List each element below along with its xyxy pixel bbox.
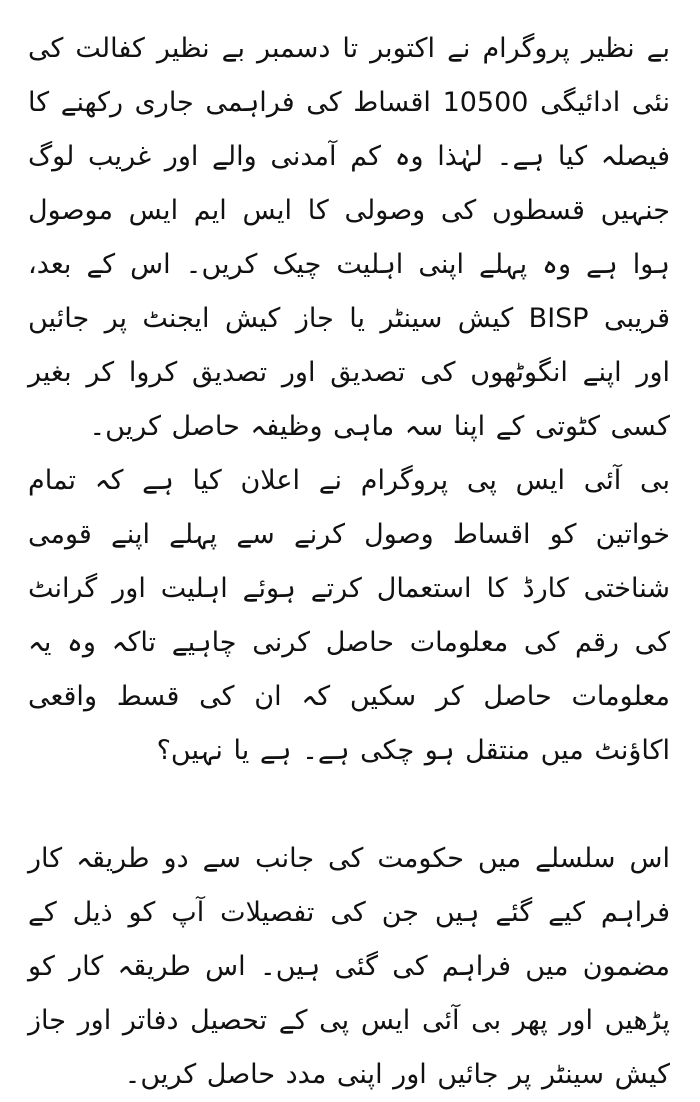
article-paragraph-2: بی آئی ایس پی پروگرام نے اعلان کیا ہے کہ تمام خواتین کو اقساط وصول کرنے سے پہلے اپنے قومی شناختی کارڈ کا استعمال کرتے ہوئے اہلیت اور گرانٹ کی رقم کی معلومات حاصل کرنی چاہیے تاکہ وہ یہ معلومات حاصل کر سکیں کہ ان کی قسط واقعی اکاؤنٹ میں منتقل ہو چکی ہے۔ ہے یا نہیں؟ <box>28 465 670 766</box>
article-paragraph-3: اس سلسلے میں حکومت کی جانب سے دو طریقہ کار فراہم کیے گئے ہیں جن کی تفصیلات آپ کو ذیل کے مضمون میں فراہم کی گئی ہیں۔ اس طریقہ کار کو پڑھیں اور پھر بی آئی ایس پی کے تحصیل دفاتر اور جاز کیش سینٹر پر جائیں اور اپنی مدد حاصل کریں۔ <box>28 843 670 1090</box>
article-paragraph-1: بے نظیر پروگرام نے اکتوبر تا دسمبر بے نظیر کفالت کی نئی ادائیگی 10500 اقساط کی فراہمی جاری رکھنے کا فیصلہ کیا ہے۔ لہٰذا وہ کم آمدنی والے اور غریب لوگ جنہیں قسطوں کی وصولی کا ایس ایم ایس موصول ہوا ہے وہ پہلے اپنی اہلیت چیک کریں۔ اس کے بعد، قریبی BISP کیش سینٹر یا جاز کیش ایجنٹ پر جائیں اور اپنے انگوٹھوں کی تصدیق اور تصدیق کروا کر بغیر کسی کٹوتی کے اپنا سہ ماہی وظیفہ حاصل کریں۔ <box>28 33 671 442</box>
paragraph-spacer <box>28 778 670 832</box>
